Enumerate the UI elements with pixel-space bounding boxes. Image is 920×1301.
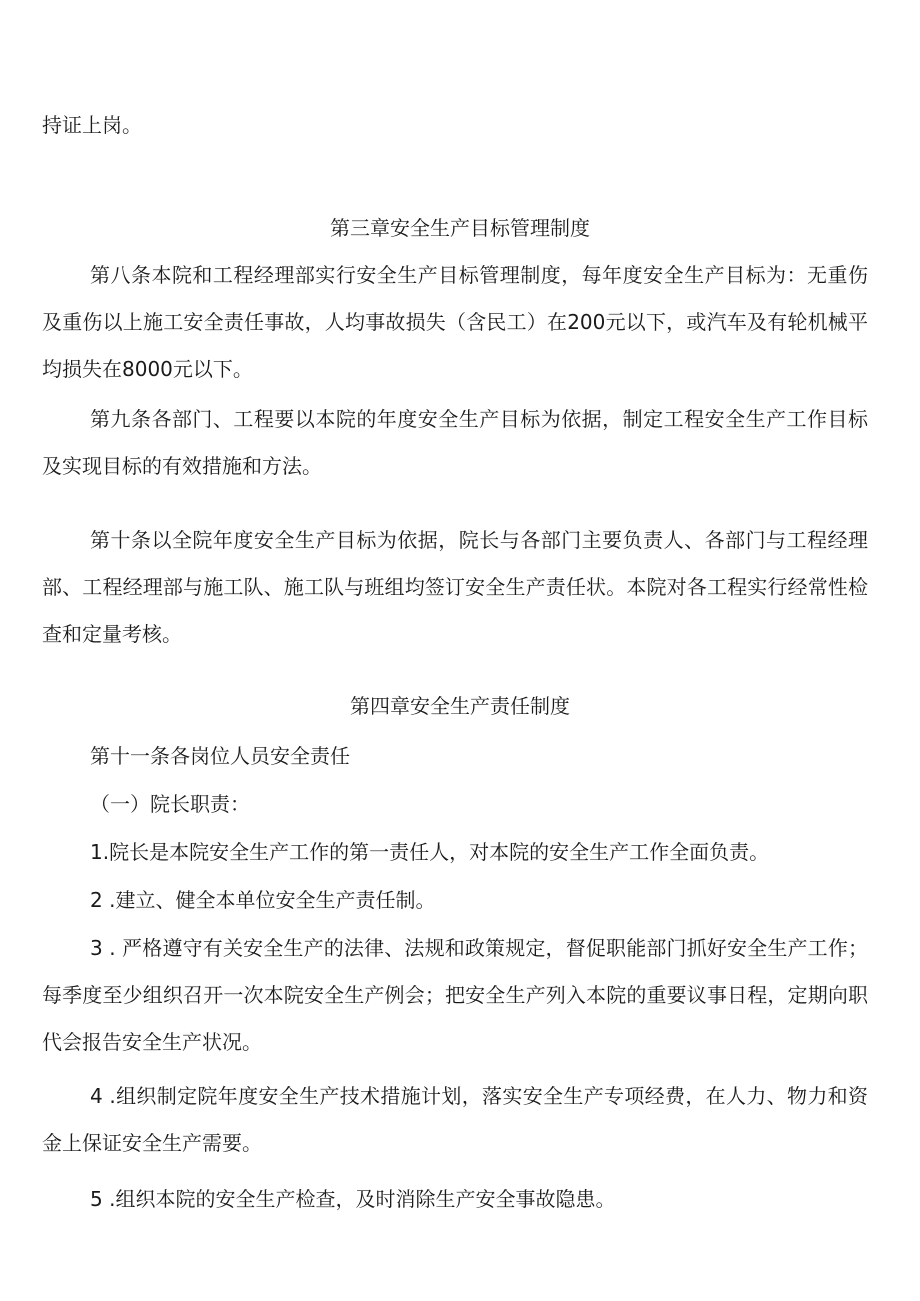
continuation-text: 持证上岗。 [42,113,142,137]
chapter-4-title: 第四章安全生产责任制度 [350,694,570,718]
list-item: 5 .组织本院的安全生产检查，及时消除生产安全事故隐患。 [90,1187,616,1211]
list-item: 3 . 严格遵守有关安全生产的法律、法规和政策规定，督促职能部门抓好安全生产工作；每季度至少组织召开一次本院安全生产例会；把安全生产列入本院的重要议事日程，定期向职代会报告安全生产状况。 [42,936,868,1054]
article-8: 第八条本院和工程经理部实行安全生产目标管理制度，每年度安全生产目标为：无重伤及重伤以上施工安全责任事故，人均事故损失（含民工）在200元以下，或汽车及有轮机械平均损失在8000元以下。 [42,263,868,381]
article-10: 第十条以全院年度安全生产目标为依据，院长与各部门主要负责人、各部门与工程经理部、工程经理部与施工队、施工队与班组均签订安全生产责任状。本院对各工程实行经常性检查和定量考核。 [42,528,868,646]
chapter-3-title: 第三章安全生产目标管理制度 [330,216,590,240]
article-11: 第十一条各岗位人员安全责任 [90,744,350,768]
list-item: 1.院长是本院安全生产工作的第一责任人，对本院的安全生产工作全面负责。 [90,840,770,864]
list-item: 2 .建立、健全本单位安全生产责任制。 [90,888,436,912]
list-item: 4 .组织制定院年度安全生产技术措施计划，落实安全生产专项经费，在人力、物力和资金上保证安全生产需要。 [42,1084,868,1155]
article-9: 第九条各部门、工程要以本院的年度安全生产目标为依据，制定工程安全生产工作目标及实现目标的有效措施和方法。 [42,407,868,478]
section-1-title: （一）院长职责： [90,792,250,816]
